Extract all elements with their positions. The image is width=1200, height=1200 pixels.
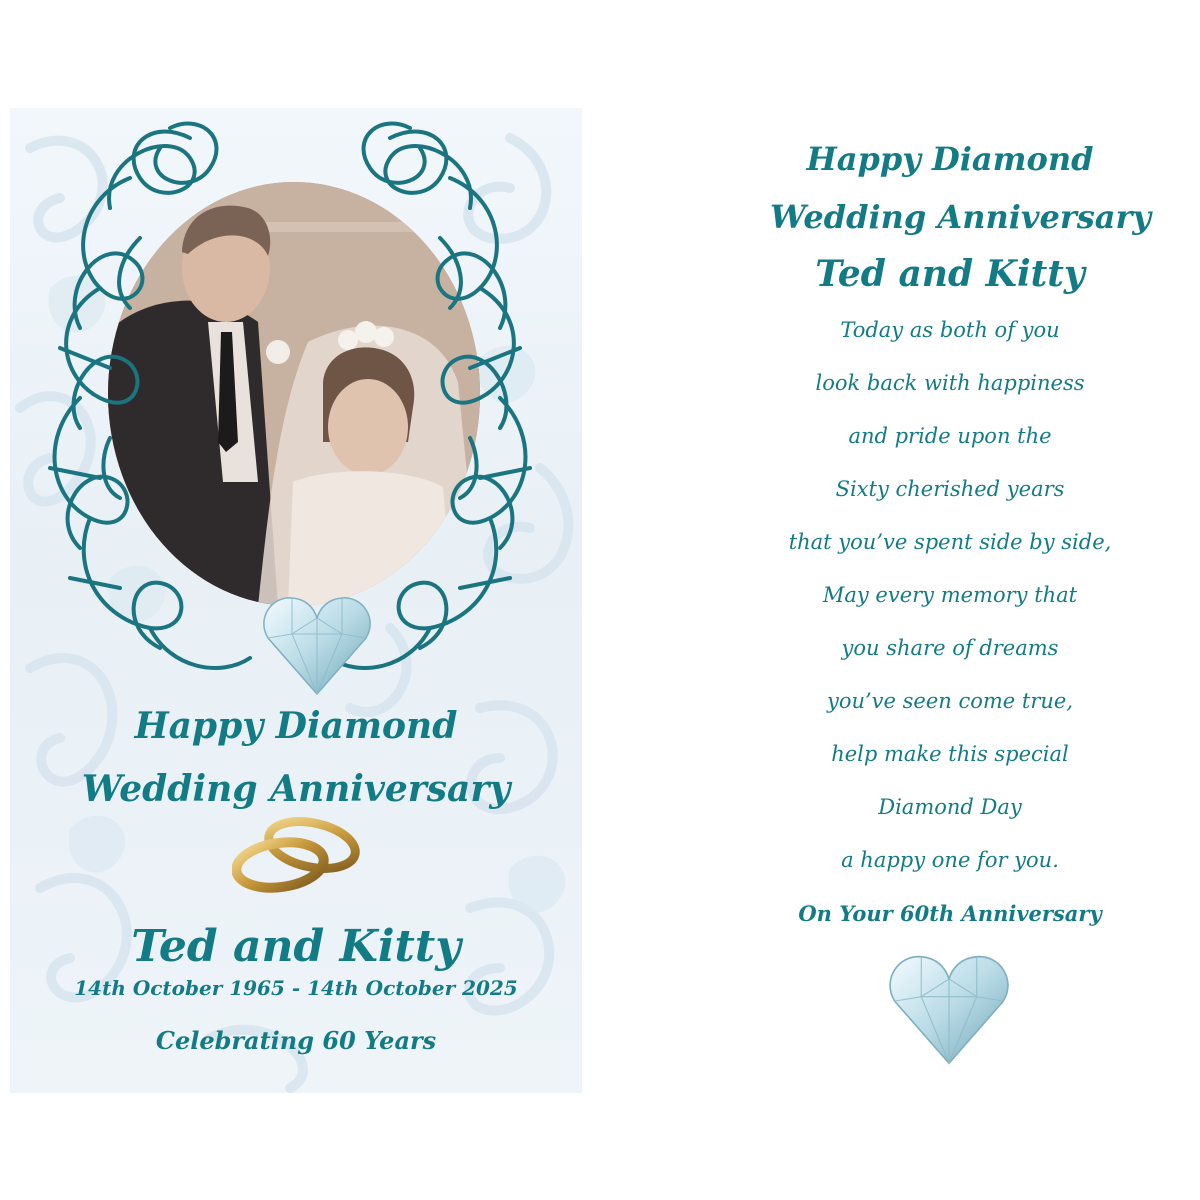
inside-title-line1: Happy Diamond [806, 140, 1094, 178]
front-title-line2: Wedding Anniversary [81, 768, 511, 810]
diamond-heart-icon [262, 594, 372, 698]
verse-line: you share of dreams [841, 636, 1059, 660]
verse-line: and pride upon the [848, 424, 1052, 448]
front-card [10, 108, 582, 1093]
gold-wedding-rings-icon [232, 815, 362, 897]
verse-line: help make this special [831, 742, 1069, 766]
diamond-heart-icon [888, 952, 1010, 1068]
verse-line: Diamond Day [878, 795, 1022, 819]
verse-line: that you’ve spent side by side, [788, 530, 1112, 554]
front-names: Ted and Kitty [131, 921, 461, 972]
inside-title-line2: Wedding Anniversary [770, 198, 1151, 236]
verse-line: look back with happiness [815, 371, 1085, 395]
verse-line: you’ve seen come true, [826, 689, 1074, 713]
inside-names: Ted and Kitty [815, 253, 1085, 295]
verse-lines [770, 304, 1130, 940]
front-celebrating: Celebrating 60 Years [155, 1026, 437, 1055]
verse-closing: On Your 60th Anniversary [798, 901, 1102, 926]
inside-verse-panel [770, 130, 1151, 940]
verse-line: May every memory that [822, 583, 1078, 607]
verse-line: Sixty cherished years [835, 477, 1065, 501]
verse-line: a happy one for you. [841, 848, 1059, 872]
front-title-line1: Happy Diamond [134, 705, 458, 747]
front-dates: 14th October 1965 - 14th October 2025 [74, 976, 518, 1000]
verse-line: Today as both of you [840, 318, 1060, 342]
photo-frame-area [40, 118, 540, 698]
